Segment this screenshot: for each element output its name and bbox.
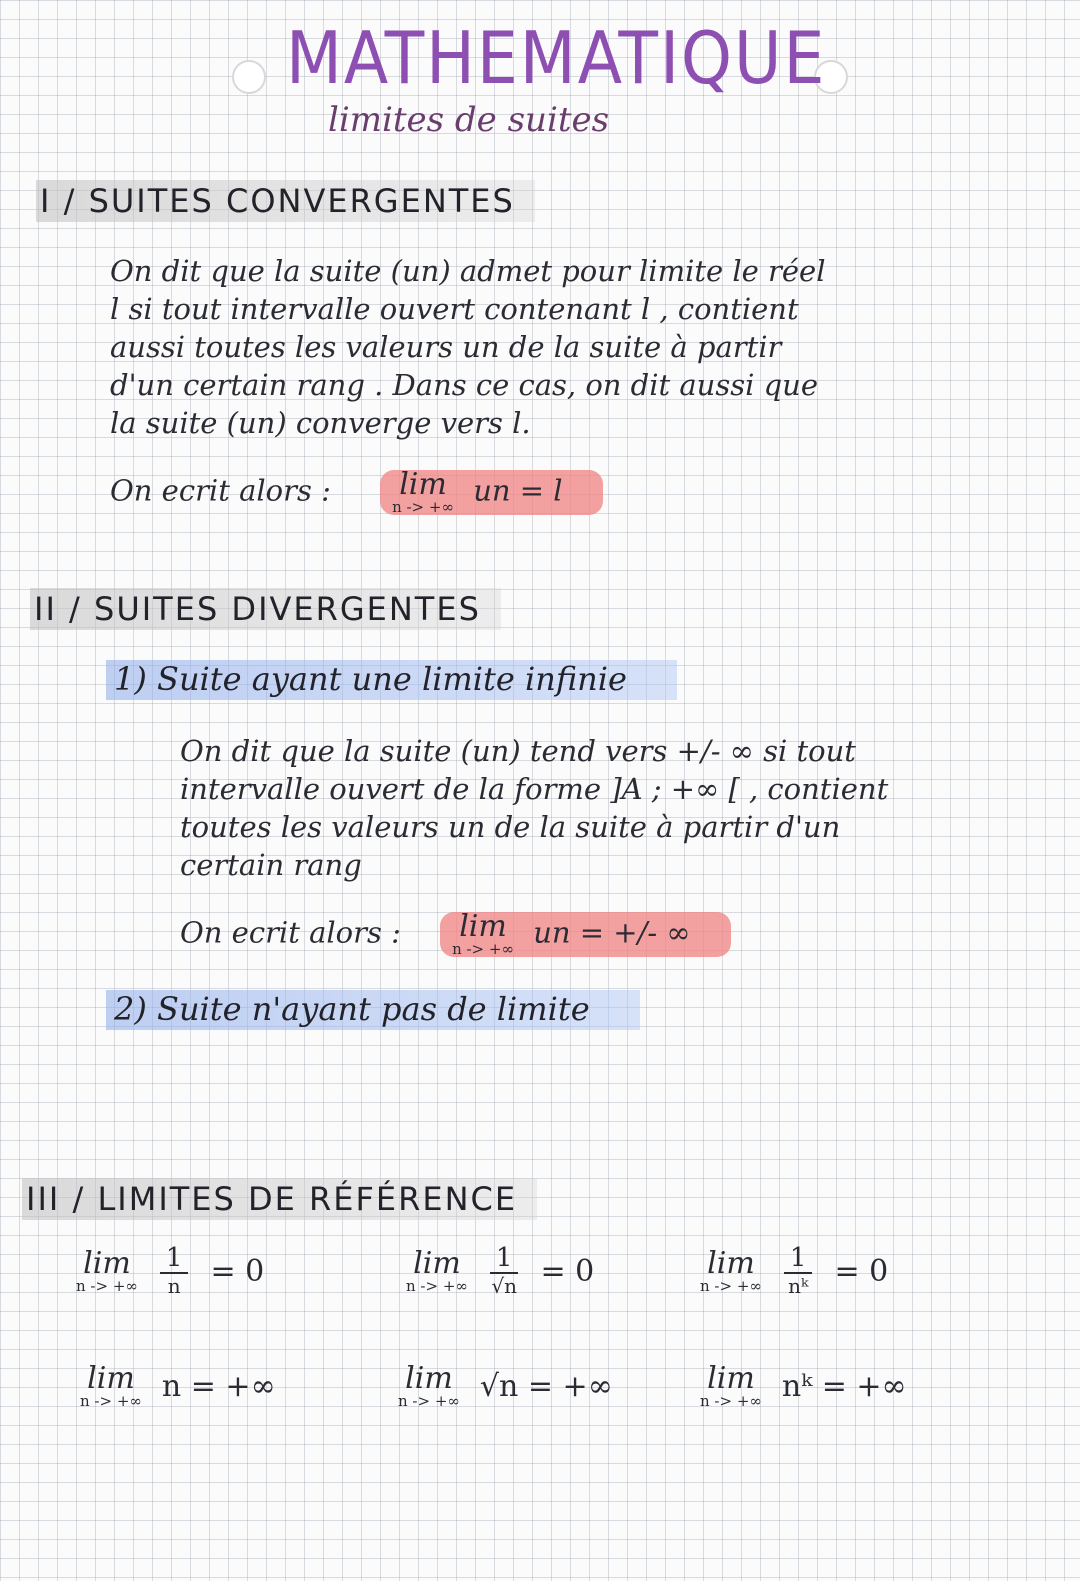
fraction: $\frac{1}{\text{nᵏ}}$ bbox=[784, 1244, 813, 1298]
text-line: certain rang bbox=[180, 848, 362, 882]
fraction: $\frac{1}{√n}$ bbox=[491, 1243, 517, 1298]
formula-highlight bbox=[440, 909, 730, 958]
limit-expression: nᵏ = +∞ bbox=[781, 1369, 907, 1404]
text-line: aussi toutes les valeurs un de la suite à partir bbox=[110, 330, 782, 364]
paragraph-limite-infinie bbox=[180, 732, 888, 884]
subheading-limite-infinie: 1) Suite ayant une limite infinie bbox=[106, 660, 677, 700]
section-heading-divergentes: II / SUITES DIVERGENTES bbox=[30, 588, 501, 630]
text-line: d'un certain rang . Dans ce cas, on dit aussi que bbox=[110, 368, 819, 402]
lim-operator: lim n -> +∞ bbox=[398, 1361, 460, 1410]
limit-expression: n = +∞ bbox=[161, 1369, 276, 1404]
formula-intro: On ecrit alors : bbox=[180, 915, 401, 950]
binder-hole-left bbox=[232, 60, 266, 94]
text-line: On dit que la suite (un) tend vers +/- ∞ si tout bbox=[180, 734, 856, 768]
paragraph-convergentes bbox=[110, 252, 826, 442]
lim-operator: lim n -> +∞ bbox=[452, 909, 514, 958]
text-line: l si tout intervalle ouvert contenant l , contient bbox=[110, 292, 799, 326]
page-subtitle: limites de suites bbox=[328, 100, 610, 140]
subheading-pas-de-limite: 2) Suite n'ayant pas de limite bbox=[106, 990, 640, 1030]
lim-operator: lim n -> +∞ bbox=[406, 1245, 468, 1295]
formula-convergente bbox=[110, 467, 603, 516]
reference-limit-1-over-n bbox=[76, 1244, 264, 1298]
reference-limit-n bbox=[80, 1361, 276, 1410]
text-line: intervalle ouvert de la forme ]A ; +∞ [ , contient bbox=[180, 772, 889, 806]
lim-operator: lim n -> +∞ bbox=[76, 1245, 138, 1295]
formula-expression: un = +/- ∞ bbox=[533, 915, 691, 950]
lim-operator: lim n -> +∞ bbox=[700, 1361, 762, 1410]
limit-expression: √n = +∞ bbox=[479, 1369, 613, 1404]
text-line: On dit que la suite (un) admet pour limite le réel bbox=[110, 254, 826, 288]
section-heading-references: III / LIMITES DE RÉFÉRENCE bbox=[22, 1178, 537, 1220]
formula-highlight bbox=[380, 467, 603, 516]
section-heading-convergentes: I / SUITES CONVERGENTES bbox=[36, 180, 535, 222]
reference-limit-1-over-sqrt-n bbox=[406, 1244, 594, 1298]
lim-operator: lim n -> +∞ bbox=[700, 1245, 762, 1295]
limit-result: = 0 bbox=[540, 1253, 595, 1289]
text-line: la suite (un) converge vers l. bbox=[110, 406, 531, 440]
formula-intro: On ecrit alors : bbox=[110, 473, 331, 508]
reference-limit-n-k bbox=[700, 1361, 907, 1410]
formula-divergente bbox=[180, 909, 731, 958]
text-line: toutes les valeurs un de la suite à partir d'un bbox=[180, 810, 841, 844]
lim-operator: lim n -> +∞ bbox=[392, 467, 454, 516]
fraction: $\frac{1}{n}$ bbox=[160, 1244, 189, 1298]
lim-operator: lim n -> +∞ bbox=[80, 1361, 142, 1410]
formula-expression: un = l bbox=[473, 473, 563, 508]
page-title: MATHEMATIQUE bbox=[286, 16, 827, 100]
limit-result: = 0 bbox=[834, 1253, 889, 1289]
limit-result: = 0 bbox=[210, 1253, 265, 1289]
reference-limit-1-over-n-k bbox=[700, 1244, 888, 1298]
reference-limit-sqrt-n bbox=[398, 1361, 613, 1410]
